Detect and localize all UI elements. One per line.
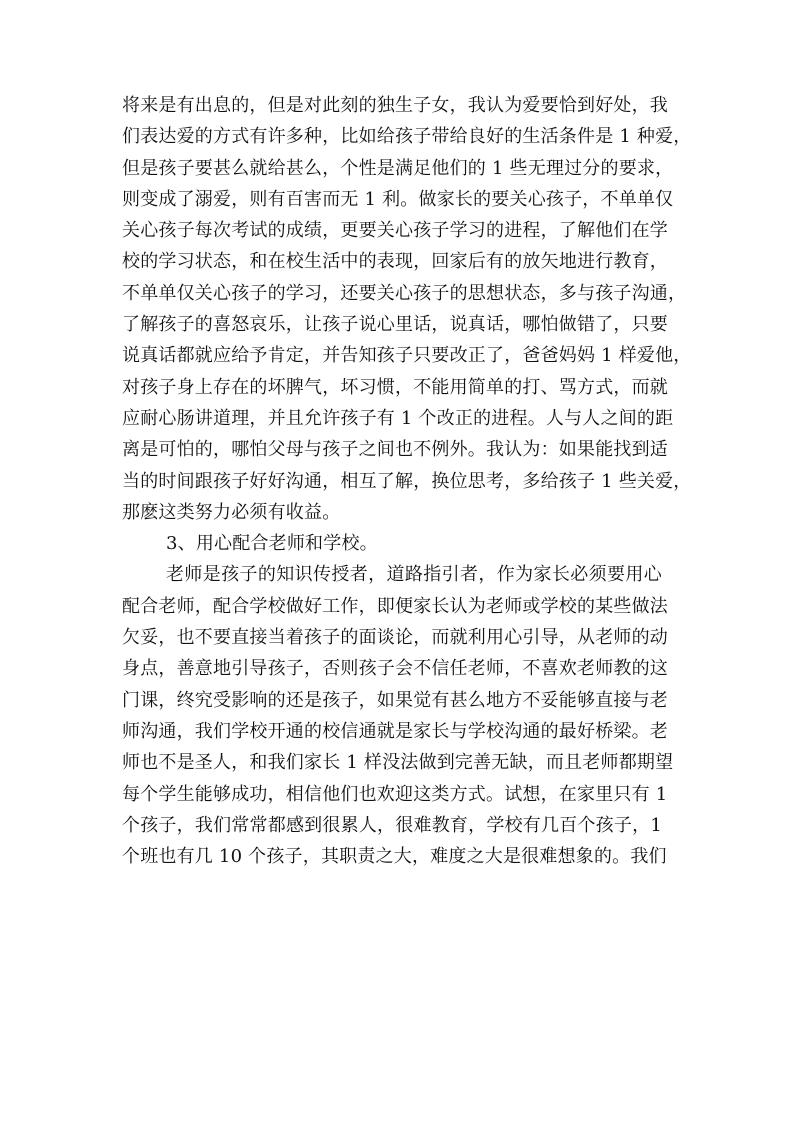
text-line: 将来是有出息的，但是对此刻的独生子女，我认为爱要恰到好处，我 <box>122 95 668 116</box>
document-body <box>122 90 692 872</box>
text-line: 但是孩子要甚么就给甚么，个性是满足他们的 1 些无理过分的要求， <box>122 157 674 179</box>
text-line: 那麽这类努力必须有收益。 <box>122 501 341 523</box>
text-line: 师也不是圣人，和我们家长 1 样没法做到完善无缺，而且老师都期望 <box>122 752 674 774</box>
text-line: 说真话都就应给予肯定，并告知孩子只要改正了，爸爸妈妈 1 样爱他， <box>122 345 692 367</box>
text-line: 身点，善意地引导孩子，否则孩子会不信任老师，不喜欢老师教的这 <box>122 658 668 680</box>
text-line: 老师是孩子的知识传授者，道路指引者，作为家长必须要用心 <box>166 564 662 586</box>
text-line: 师沟通，我们学校开通的校信通就是家长与学校沟通的最好桥梁。老 <box>122 720 668 742</box>
paragraph-parenting-love <box>122 90 692 528</box>
text-line: 对孩子身上存在的坏脾气，坏习惯，不能用简单的打、骂方式，而就 <box>122 376 668 398</box>
text-line: 应耐心肠讲道理，并且允许孩子有 1 个改正的进程。人与人之间的距 <box>122 407 674 429</box>
section-heading-text: 3、用心配合老师和学校。 <box>166 533 378 555</box>
text-line: 校的学习状态，和在校生活中的表现，回家后有的放矢地进行教育， <box>122 251 668 273</box>
text-line: 不单单仅关心孩子的学习，还要关心孩子的思想状态，多与孩子沟通， <box>122 282 687 304</box>
text-line: 欠妥，也不要直接当着孩子的面谈论，而就利用心引导，从老师的动 <box>122 627 668 649</box>
text-line: 离是可怕的，哪怕父母与孩子之间也不例外。我认为：如果能找到适 <box>122 439 668 461</box>
text-line: 关心孩子每次考试的成绩，更要关心孩子学习的进程，了解他们在学 <box>122 220 668 242</box>
text-line: 门课，终究受影响的还是孩子，如果觉有甚么地方不妥能够直接与老 <box>122 689 668 711</box>
section-heading <box>122 528 662 559</box>
text-line: 们表达爱的方式有许多种，比如给孩子带给良好的生活条件是 1 种爱， <box>122 126 692 148</box>
text-line: 则变成了溺爱，则有百害而无 1 利。做家长的要关心孩子，不单单仅 <box>122 188 674 210</box>
paragraph-cooperate-teachers <box>122 559 674 872</box>
text-line: 每个学生能够成功，相信他们也欢迎这类方式。试想，在家里只有 1 <box>122 783 668 805</box>
text-line: 个孩子，我们常常都感到很累人，很难教育，学校有几百个孩子，1 <box>122 814 662 836</box>
text-line: 了解孩子的喜怒哀乐，让孩子说心里话，说真话，哪怕做错了，只要 <box>122 314 668 336</box>
text-line: 当的时间跟孩子好好沟通，相互了解，换位思考，多给孩子 1 些关爱， <box>122 470 692 492</box>
text-line: 个班也有几 10 个孩子，其职责之大，难度之大是很难想象的。我们 <box>122 846 667 868</box>
text-line: 配合老师，配合学校做好工作，即便家长认为老师或学校的某些做法 <box>122 595 668 617</box>
